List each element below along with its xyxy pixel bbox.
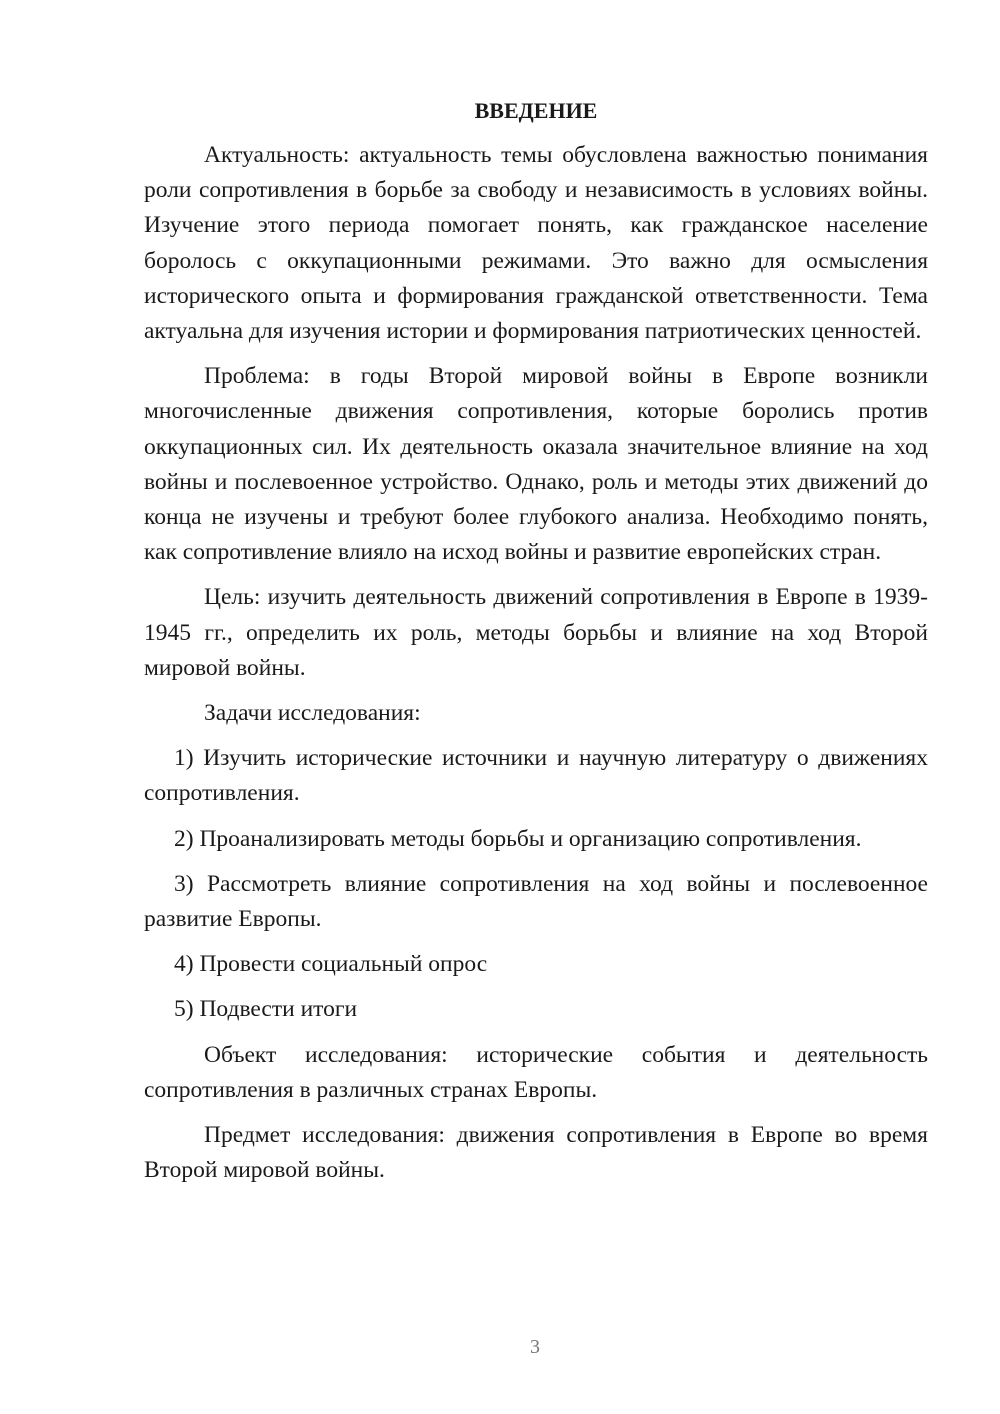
task-item-2: 2) Проанализировать методы борьбы и организацию сопротивления. — [174, 825, 862, 852]
relevance-paragraph: Актуальность: актуальность темы обусловлена важностью понимания роли сопротивления в борьбе за свободу и независимость в условиях войны. Изучение этого периода помогает понять, как гражданское население боролось с оккупационными режимами. Это важно для осмысления исторического опыта и формирования гражданской ответственности. Тема актуальна для изучения истории и формирования патриотических ценностей. — [144, 142, 928, 345]
page-title: ВВЕДЕНИЕ — [474, 98, 598, 123]
subject-paragraph: Предмет исследования: движения сопротивления в Европе во время Второй мировой войны. — [144, 1122, 928, 1184]
task-item-3: 3) Рассмотреть влияние сопротивления на ход войны и послевоенное развитие Европы. — [144, 870, 928, 933]
document-page — [144, 96, 928, 1198]
object-paragraph: Объект исследования: исторические события и деятельность сопротивления в различных странах Европы. — [144, 1041, 928, 1103]
task-item-5: 5) Подвести итоги — [174, 996, 358, 1023]
task-item-4: 4) Провести социальный опрос — [174, 951, 488, 978]
task-item-1: 1) Изучить исторические источники и научную литературу о движениях сопротивления. — [144, 745, 928, 807]
goal-paragraph: Цель: изучить деятельность движений сопротивления в Европе в 1939-1945 гг., определить их роль, методы борьбы и влияние на ход Второй мировой войны. — [144, 584, 928, 681]
problem-paragraph: Проблема: в годы Второй мировой войны в Европе возникли многочисленные движения сопротивления, которые боролись против оккупационных сил. Их деятельность оказала значительное влияние на ход войны и послевоенное устройство. Однако, роль и методы этих движений до конца не изучены и требуют более глубокого анализа. Необходимо понять, как сопротивление влияло на исход войны и развитие европейских стран. — [144, 363, 928, 566]
tasks-heading: Задачи исследования: — [204, 700, 421, 727]
page-number: 3 — [530, 1336, 540, 1358]
